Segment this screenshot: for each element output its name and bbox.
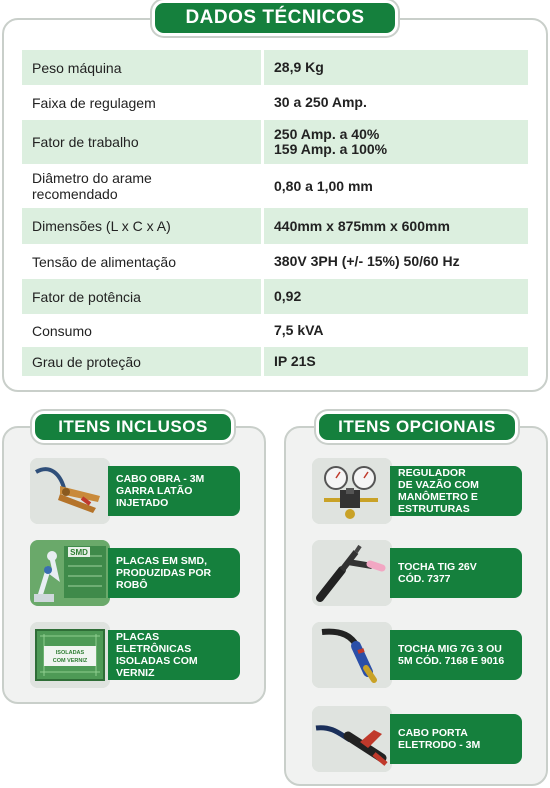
optional-item-label: TOCHA TIG 26V CÓD. 7377: [390, 548, 522, 598]
optional-item-label: CABO PORTA ELETRODO - 3M: [390, 714, 522, 764]
varnish-label-line-1: ISOLADAS: [55, 650, 85, 656]
mig-torch-icon: [312, 622, 392, 688]
smd-badge-text: SMD: [70, 548, 88, 557]
spec-label: Faixa de regulagem: [22, 85, 264, 120]
spec-label: Consumo: [22, 314, 264, 347]
included-item-label: CABO OBRA - 3M GARRA LATÃO INJETADO: [108, 466, 240, 516]
included-item-label: PLACAS EM SMD, PRODUZIDAS POR ROBÔ: [108, 548, 240, 598]
included-items-title: ITENS INCLUSOS: [32, 411, 234, 443]
optional-items-title: ITENS OPCIONAIS: [316, 411, 518, 443]
spec-row: [22, 164, 528, 208]
spec-value: 0,92: [264, 279, 528, 314]
spec-value: 250 Amp. a 40% 159 Amp. a 100%: [264, 120, 528, 164]
spec-value: 380V 3PH (+/- 15%) 50/60 Hz: [274, 253, 460, 269]
ground-clamp-icon: [30, 458, 110, 524]
tig-torch-icon: [312, 540, 392, 606]
specs-table: [22, 50, 528, 376]
spec-label: Tensão de alimentação: [22, 244, 264, 279]
spec-label: Fator de potência: [22, 279, 264, 314]
optional-item-label: REGULADOR DE VAZÃO COM MANÔMETRO E ESTRUTURAS: [390, 466, 522, 516]
spec-row: [22, 314, 528, 347]
spec-row: [22, 120, 528, 164]
smd-board-icon: [30, 540, 110, 606]
spec-row: [22, 244, 528, 279]
electrode-holder-icon: [312, 706, 392, 772]
spec-row: [22, 208, 528, 244]
spec-label: Peso máquina: [22, 50, 264, 85]
spec-value: 30 a 250 Amp.: [274, 94, 367, 110]
spec-value: 28,9 Kg: [264, 50, 528, 85]
spec-value: 7,5 kVA: [274, 322, 324, 338]
spec-label: Diâmetro do arame recomendado: [22, 164, 264, 208]
spec-row: [22, 279, 528, 314]
spec-row: [22, 85, 528, 120]
spec-value: IP 21S: [264, 347, 528, 376]
gas-regulator-icon: [312, 458, 392, 524]
spec-label: Fator de trabalho: [22, 120, 264, 164]
spec-row: [22, 50, 528, 85]
spec-value: 440mm x 875mm x 600mm: [264, 208, 528, 244]
technical-data-title: DADOS TÉCNICOS: [152, 0, 398, 36]
optional-item-label: TOCHA MIG 7G 3 OU 5M CÓD. 7168 E 9016: [390, 630, 522, 680]
spec-row: [22, 347, 528, 376]
spec-label: Grau de proteção: [22, 347, 264, 376]
varnish-label-line-2: COM VERNIZ: [52, 658, 88, 664]
spec-value: 0,80 a 1,00 mm: [274, 177, 373, 194]
varnished-board-icon: [30, 622, 110, 688]
included-item-label: PLACAS ELETRÔNICAS ISOLADAS COM VERNIZ: [108, 630, 240, 680]
spec-label: Dimensões (L x C x A): [22, 208, 264, 244]
